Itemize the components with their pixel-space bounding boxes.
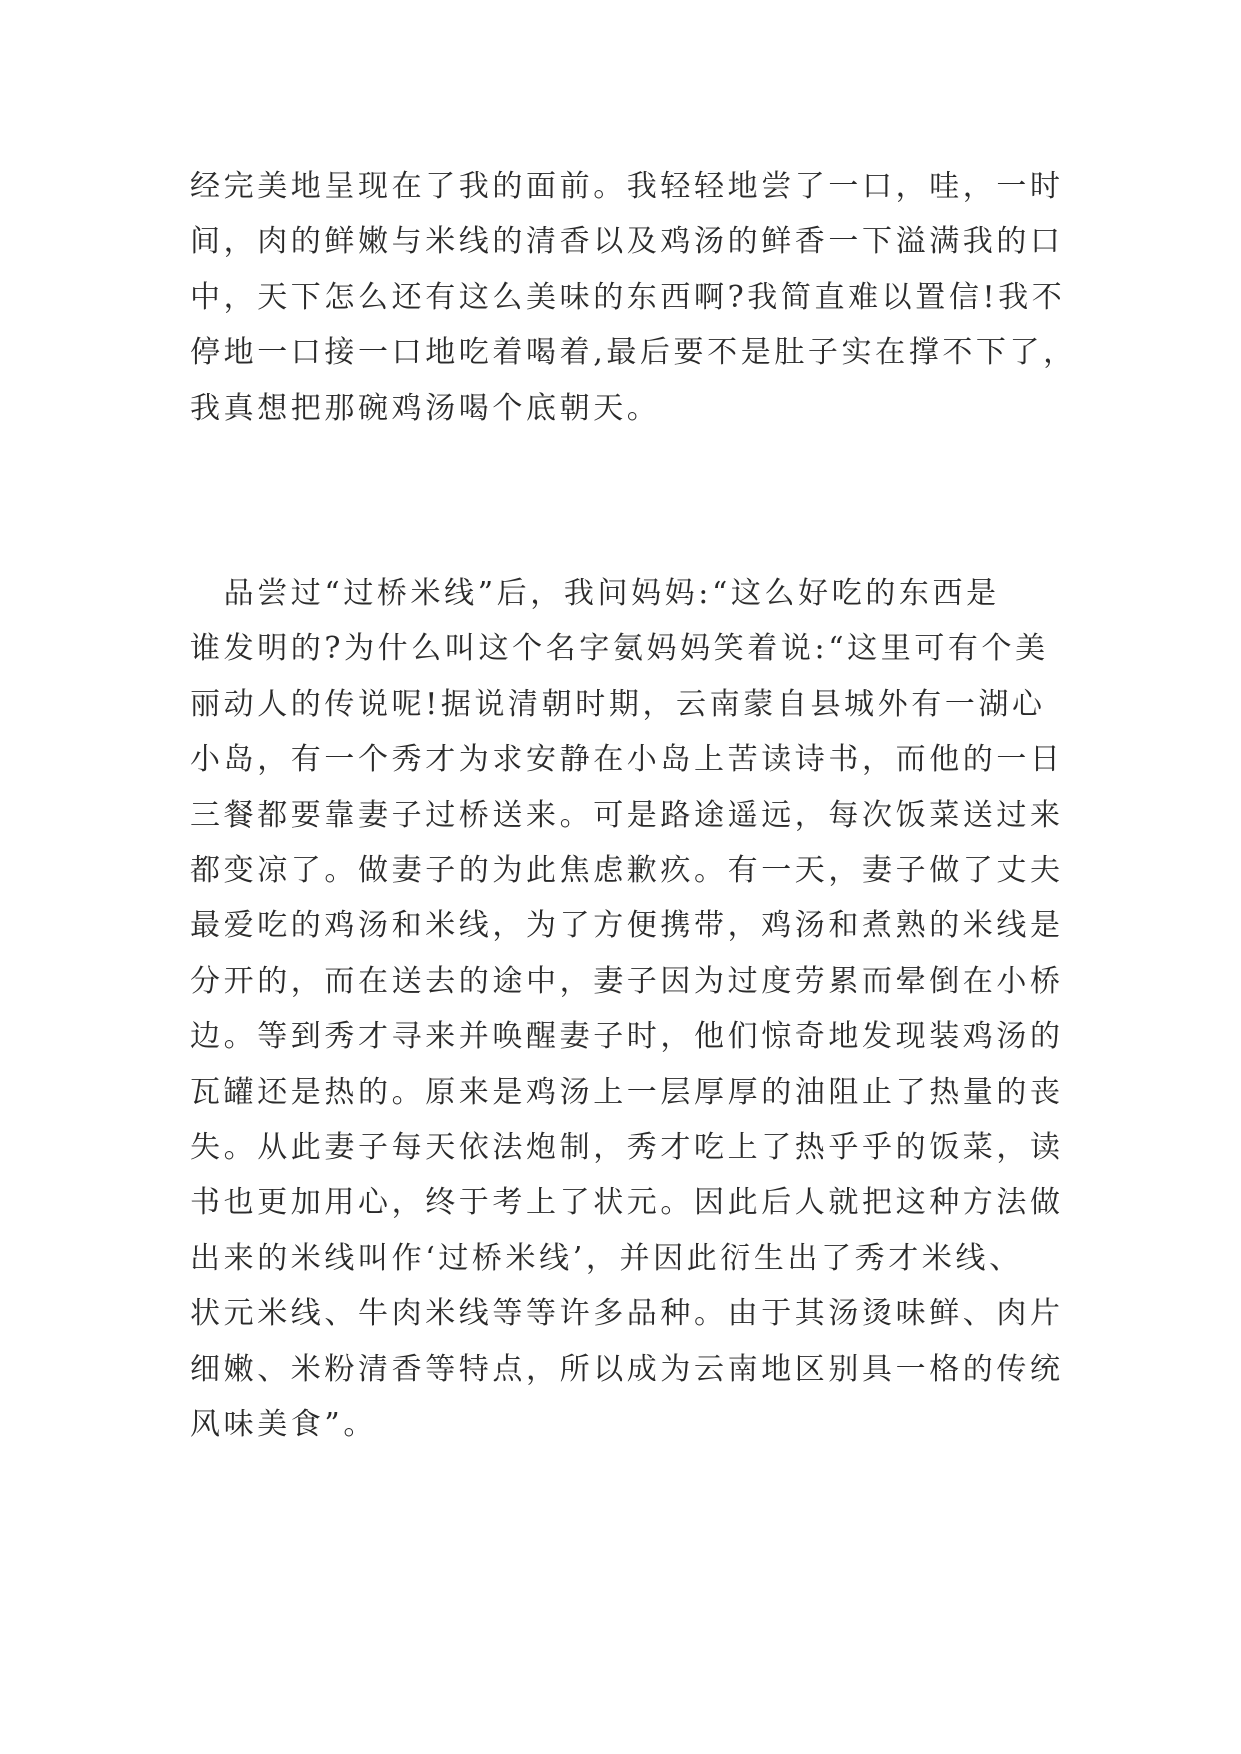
paragraph-line: 分开的，而在送去的途中，妻子因为过度劳累而晕倒在小桥	[190, 963, 1064, 999]
paragraph-line: 停地一口接一口地吃着喝着,最后要不是肚子实在撑不下了，	[190, 335, 1077, 371]
paragraph-1	[190, 159, 1077, 436]
paragraph-line: 我真想把那碗鸡汤喝个底朝天。	[190, 390, 661, 426]
paragraph-line: 瓦罐还是热的。原来是鸡汤上一层厚厚的油阻止了热量的丧	[190, 1074, 1064, 1110]
paragraph-line: 品尝过“过桥米线”后，我问妈妈:“这么好吃的东西是	[190, 576, 1000, 611]
paragraph-line: 书也更加用心，终于考上了状元。因此后人就把这种方法做	[190, 1185, 1064, 1221]
paragraph-line: 小岛，有一个秀才为求安静在小岛上苦读诗书，而他的一日	[190, 742, 1064, 778]
paragraph-line: 三餐都要靠妻子过桥送来。可是路途遥远，每次饭菜送过来	[190, 797, 1064, 833]
paragraph-line: 出来的米线叫作‘过桥米线’，并因此衍生出了秀才米线、	[190, 1240, 1023, 1276]
paragraph-line: 失。从此妻子每天依法炮制，秀才吃上了热乎乎的饭菜，读	[190, 1130, 1064, 1166]
paragraph-line: 最爱吃的鸡汤和米线，为了方便携带，鸡汤和煮熟的米线是	[190, 908, 1064, 944]
paragraph-line: 中，天下怎么还有这么美味的东西啊?我简直难以置信!我不	[190, 279, 1066, 315]
paragraph-line: 谁发明的?为什么叫这个名字氨妈妈笑着说:“这里可有个美	[190, 631, 1049, 667]
paragraph-line: 都变凉了。做妻子的为此焦虑歉疚。有一天，妻子做了丈夫	[190, 853, 1064, 889]
paragraph-line: 风味美食”。	[190, 1407, 377, 1443]
paragraph-line: 边。等到秀才寻来并唤醒妻子时，他们惊奇地发现装鸡汤的	[190, 1019, 1064, 1055]
paragraph-line: 细嫩、米粉清香等特点，所以成为云南地区别具一格的传统	[190, 1351, 1064, 1387]
paragraph-line: 经完美地呈现在了我的面前。我轻轻地尝了一口，哇，一时	[190, 169, 1064, 204]
paragraph-line: 间，肉的鲜嫩与米线的清香以及鸡汤的鲜香一下溢满我的口	[190, 224, 1064, 260]
paragraph-2	[190, 566, 1064, 1453]
paragraph-line: 丽动人的传说呢!据说清朝时期，云南蒙自县城外有一湖心	[190, 686, 1046, 722]
paragraph-line: 状元米线、牛肉米线等等许多品种。由于其汤烫味鲜、肉片	[190, 1296, 1064, 1332]
